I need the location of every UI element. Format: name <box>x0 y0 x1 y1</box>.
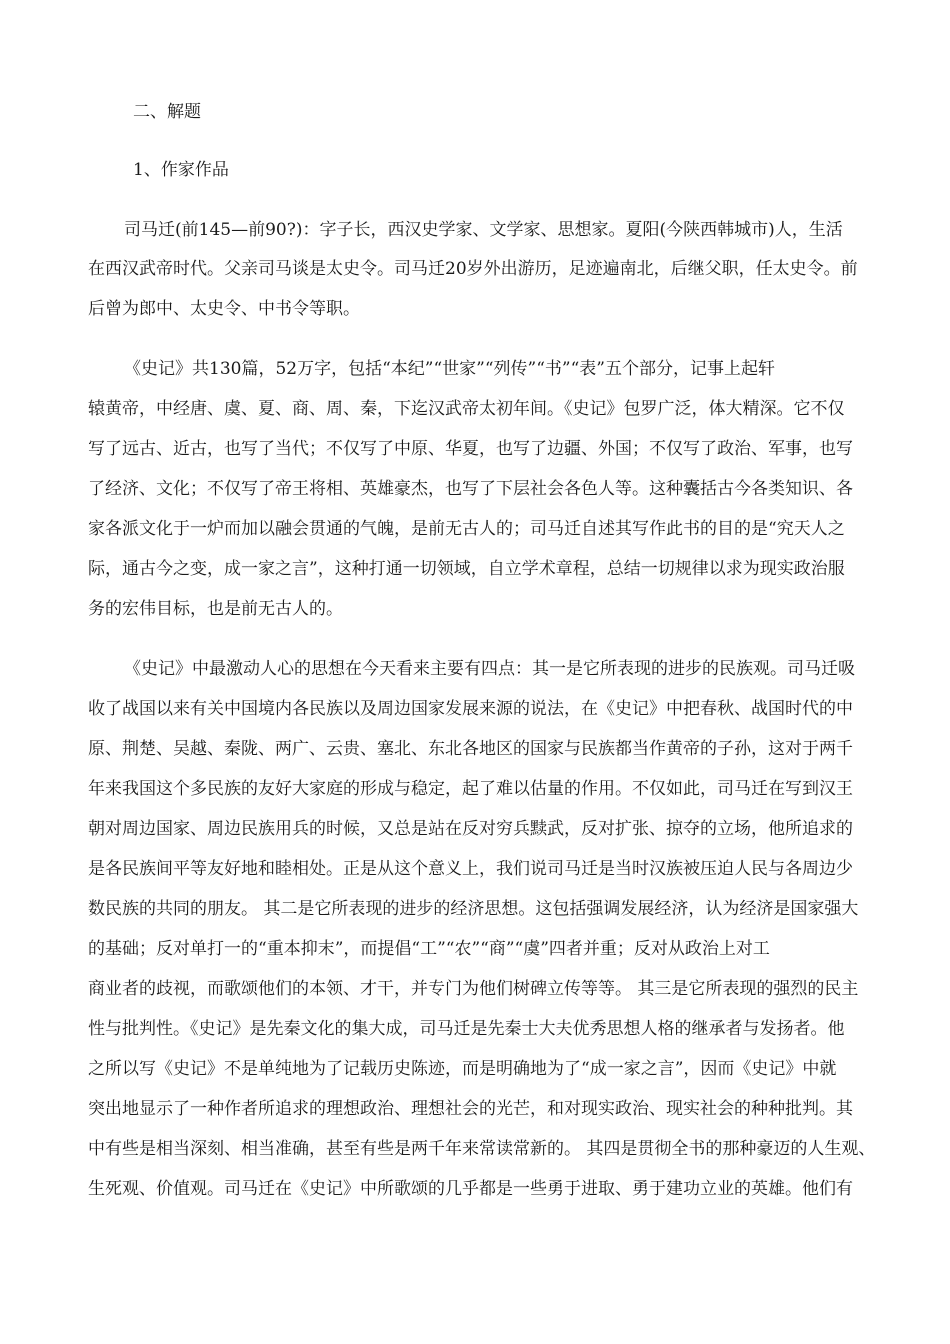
paragraph-line: 家各派文化于一炉而加以融会贯通的气魄，是前无古人的；司马迁自述其写作此书的目的是“究天人之 <box>88 519 845 539</box>
paragraph-line: 后曾为郎中、太史令、中书令等职。 <box>88 299 360 319</box>
paragraph-line: 司马迁(前145—前90?)：字子长，西汉史学家、文学家、思想家。夏阳(今陕西韩城市)人，生活 <box>124 220 843 240</box>
paragraph-line: 朝对周边国家、周边民族用兵的时候，又总是站在反对穷兵黩武，反对扩张、掠夺的立场，他所追求的 <box>88 819 853 839</box>
paragraph-line: 中有些是相当深刻、相当准确，甚至有些是两千年来常读常新的。 其四是贯彻全书的那种豪迈的人生观、 <box>88 1139 876 1159</box>
paragraph-line: 写了远古、近古，也写了当代；不仅写了中原、华夏，也写了边疆、外国；不仅写了政治、军事，也写 <box>88 439 853 459</box>
paragraph-line: 突出地显示了一种作者所追求的理想政治、理想社会的光芒，和对现实政治、现实社会的种种批判。其 <box>88 1099 853 1119</box>
paragraph-line: 是各民族间平等友好地和睦相处。正是从这个意义上，我们说司马迁是当时汉族被压迫人民与各周边少 <box>88 859 853 879</box>
paragraph-line: 务的宏伟目标，也是前无古人的。 <box>88 599 343 619</box>
paragraph-line: 了经济、文化；不仅写了帝王将相、英雄豪杰，也写了下层社会各色人等。这种囊括古今各类知识、各 <box>88 479 853 499</box>
paragraph-line: 年来我国这个多民族的友好大家庭的形成与稳定，起了难以估量的作用。不仅如此，司马迁在写到汉王 <box>88 779 853 799</box>
paragraph-line: 《史记》中最激动人心的思想在今天看来主要有四点：其一是它所表现的进步的民族观。司马迁吸 <box>124 659 855 679</box>
paragraph-line: 生死观、价值观。司马迁在《史记》中所歌颂的几乎都是一些勇于进取、勇于建功立业的英雄。他们有 <box>88 1179 853 1199</box>
paragraph-line: 商业者的歧视，而歌颂他们的本领、才干，并专门为他们树碑立传等等。 其三是它所表现的强烈的民主 <box>88 979 859 999</box>
paragraph-line: 数民族的共同的朋友。 其二是它所表现的进步的经济思想。这包括强调发展经济，认为经济是国家强大 <box>88 899 859 919</box>
paragraph-line: 收了战国以来有关中国境内各民族以及周边国家发展来源的说法，在《史记》中把春秋、战国时代的中 <box>88 699 853 719</box>
paragraph-line: 之所以写《史记》不是单纯地为了记载历史陈迹，而是明确地为了“成一家之言”，因而《史记》中就 <box>88 1059 837 1079</box>
subsection-title: 1、作家作品 <box>133 160 229 180</box>
paragraph-line: 性与批判性。《史记》是先秦文化的集大成，司马迁是先秦士大夫优秀思想人格的继承者与发扬者。他 <box>88 1019 845 1039</box>
paragraph-line: 原、荆楚、吴越、秦陇、两广、云贵、塞北、东北各地区的国家与民族都当作黄帝的子孙，这对于两千 <box>88 739 853 759</box>
paragraph-line: 辕黄帝，中经唐、虞、夏、商、周、秦，下迄汉武帝太初年间。《史记》包罗广泛，体大精深。它不仅 <box>88 399 845 419</box>
paragraph-line: 的基础；反对单打一的“重本抑末”，而提倡“工”“农”“商”“虞”四者并重；反对从政治上对工 <box>88 939 770 959</box>
paragraph-line: 际，通古今之变，成一家之言”，这种打通一切领域，自立学术章程，总结一切规律以求为现实政治服 <box>88 559 845 579</box>
section-title: 二、解题 <box>133 102 201 122</box>
paragraph-line: 在西汉武帝时代。父亲司马谈是太史令。司马迁20岁外出游历，足迹遍南北，后继父职，任太史令。前 <box>88 259 858 279</box>
paragraph-line: 《史记》共130篇，52万字，包括“本纪”“世家”“列传”“书”“表”五个部分，记事上起轩 <box>124 359 775 379</box>
